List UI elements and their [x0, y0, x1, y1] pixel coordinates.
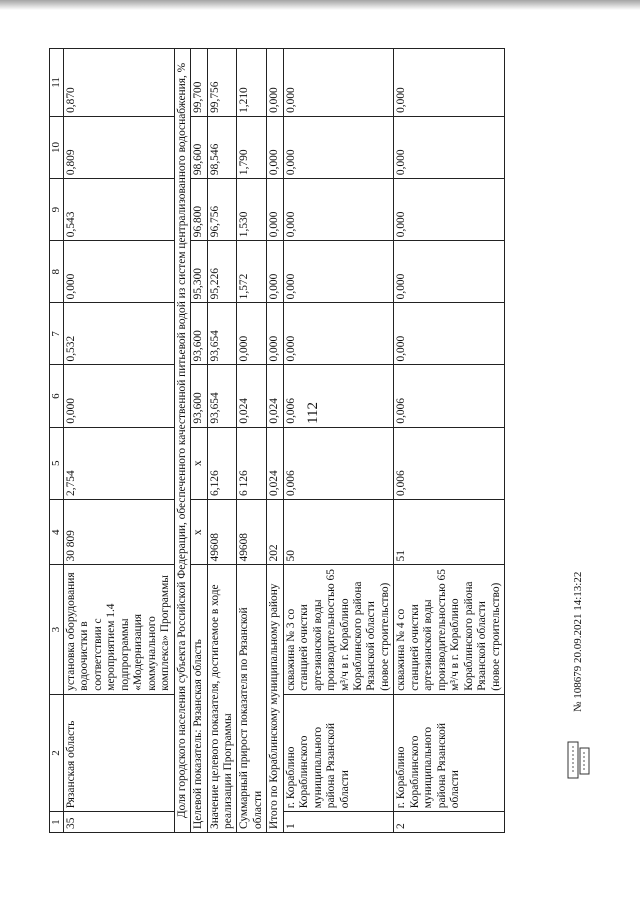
- value-cell: 51: [394, 499, 505, 565]
- value-cell: 0,000: [394, 241, 505, 303]
- scan-edge: [0, 0, 640, 10]
- column-number-row: [50, 49, 64, 833]
- page-number: 112: [305, 402, 321, 424]
- value-cell: 99,700: [191, 49, 207, 117]
- section-title-row: [174, 49, 190, 833]
- value-cell: 6 126: [237, 427, 267, 499]
- value-cell: 0,024: [267, 365, 283, 427]
- col-header: 11: [50, 49, 64, 117]
- value-cell: 95,300: [191, 241, 207, 303]
- program-indicators-table: [49, 48, 505, 833]
- description-cell: скважина № 4 со станцией очистки артезианской воды производительностью 65 м³/ч в г. Кораблино Кораблинского района Рязанской области (новое строительство): [394, 565, 505, 694]
- value-cell: 0,000: [394, 303, 505, 365]
- col-header: 5: [50, 427, 64, 499]
- value-cell: 1,210: [237, 49, 267, 117]
- value-cell: 0,000: [283, 303, 394, 365]
- total-increase-row: [237, 49, 267, 833]
- region-cell: Рязанская область: [63, 694, 174, 812]
- description-cell: скважина № 3 со станцией очистки артезианской воды производительностью 65 м³/ч в г. Кораблино Кораблинского района Рязанской области (новое строительство): [283, 565, 394, 694]
- place-cell: г. Кораблино Кораблинского муниципального района Рязанской области: [394, 694, 505, 812]
- place-cell: г. Кораблино Кораблинского муниципального района Рязанской области: [283, 694, 394, 812]
- value-cell: 0,000: [283, 49, 394, 117]
- value-cell: 0,000: [63, 241, 174, 303]
- col-header: 4: [50, 499, 64, 565]
- registration-stamp-icon: [566, 740, 592, 780]
- value-cell: 93,600: [191, 303, 207, 365]
- value-cell: 30 809: [63, 499, 174, 565]
- value-cell: 0,000: [394, 179, 505, 241]
- value-cell: 6,126: [207, 427, 237, 499]
- value-cell: 93,654: [207, 303, 237, 365]
- value-cell: 0,000: [267, 179, 283, 241]
- value-cell: 96,800: [191, 179, 207, 241]
- value-cell: 0,532: [63, 303, 174, 365]
- col-header: 7: [50, 303, 64, 365]
- table-row-2: [394, 49, 505, 833]
- description-cell: установка оборудования водоочистки в соответствии с мероприятием 1.4 подпрограммы «Модернизация коммунального комплекса» Программы: [63, 565, 174, 694]
- value-cell: 0,006: [394, 365, 505, 427]
- col-header: 10: [50, 116, 64, 178]
- value-cell: х: [191, 427, 207, 499]
- row-label: Целевой показатель: Рязанская область: [191, 565, 207, 833]
- value-cell: х: [191, 499, 207, 565]
- value-cell: 0,006: [283, 427, 394, 499]
- achieved-indicator-row: [207, 49, 237, 833]
- value-cell: 0,024: [237, 365, 267, 427]
- value-cell: 0,000: [394, 49, 505, 117]
- value-cell: 0,024: [267, 427, 283, 499]
- value-cell: 0,000: [267, 241, 283, 303]
- table-row-35: [63, 49, 174, 833]
- value-cell: 202: [267, 499, 283, 565]
- value-cell: 0,000: [283, 116, 394, 178]
- value-cell: 0,000: [267, 303, 283, 365]
- value-cell: 98,600: [191, 116, 207, 178]
- table-row-1: [283, 49, 394, 833]
- col-header: 2: [50, 694, 64, 812]
- row-number: 2: [394, 812, 505, 833]
- value-cell: 98,546: [207, 116, 237, 178]
- value-cell: 49608: [207, 499, 237, 565]
- row-number: 35: [63, 812, 174, 833]
- row-number: 1: [283, 812, 394, 833]
- col-header: 6: [50, 365, 64, 427]
- value-cell: 0,000: [63, 365, 174, 427]
- value-cell: 0,870: [63, 49, 174, 117]
- target-indicator-row: [191, 49, 207, 833]
- value-cell: 93,600: [191, 365, 207, 427]
- row-label: Значение целевого показателя, достигаемое в ходе реализации Программы: [207, 565, 237, 833]
- value-cell: 2,754: [63, 427, 174, 499]
- value-cell: 50: [283, 499, 394, 565]
- document-registration-note: № 108679 20.09.2021 14:13:22: [572, 571, 584, 712]
- value-cell: 0,006: [283, 365, 394, 427]
- col-header: 1: [50, 812, 64, 833]
- value-cell: 0,000: [283, 179, 394, 241]
- col-header: 9: [50, 179, 64, 241]
- section-title: Доля городского населения субъекта Российской Федерации, обеспеченного качественной питьевой водой из систем централизованного водоснабжения, %: [174, 49, 190, 833]
- row-label: Суммарный прирост показателя по Рязанской области: [237, 565, 267, 833]
- col-header: 3: [50, 565, 64, 694]
- row-label: Итого по Кораблинскому муниципальному району: [267, 565, 283, 833]
- value-cell: 0,000: [267, 116, 283, 178]
- rotated-table-container: [49, 48, 611, 833]
- value-cell: 93,654: [207, 365, 237, 427]
- value-cell: 1,790: [237, 116, 267, 178]
- value-cell: 0,809: [63, 116, 174, 178]
- value-cell: 1,572: [237, 241, 267, 303]
- value-cell: 95,226: [207, 241, 237, 303]
- value-cell: 96,756: [207, 179, 237, 241]
- value-cell: 0,543: [63, 179, 174, 241]
- value-cell: 0,000: [283, 241, 394, 303]
- value-cell: 0,000: [267, 49, 283, 117]
- value-cell: 49608: [237, 499, 267, 565]
- value-cell: 0,006: [394, 427, 505, 499]
- col-header: 8: [50, 241, 64, 303]
- value-cell: 1,530: [237, 179, 267, 241]
- district-total-row: [267, 49, 283, 833]
- value-cell: 0,000: [237, 303, 267, 365]
- value-cell: 99,756: [207, 49, 237, 117]
- value-cell: 0,000: [394, 116, 505, 178]
